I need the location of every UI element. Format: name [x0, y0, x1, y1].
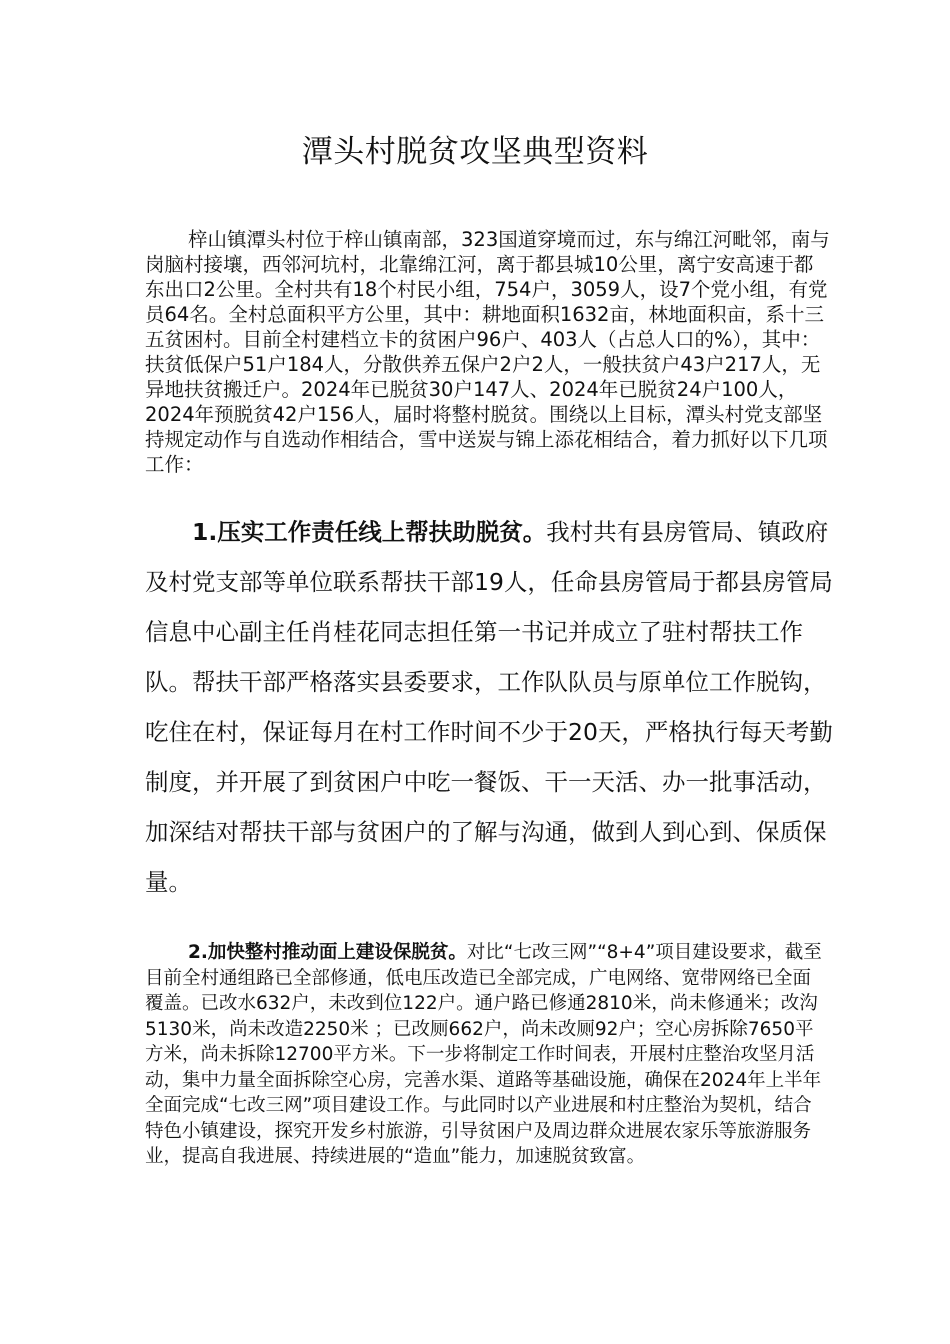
section-2-paragraph	[145, 940, 823, 1170]
section-2-heading: 2.加快整村推动面上建设保脱贫。	[188, 942, 467, 963]
section-2-body: 对比“七改三网”“8+4”项目建设要求，截至目前全村通组路已全部修通，低电压改造已全部完成，广电网络、宽带网络已全面覆盖。已改水632户，未改到位122户。通户路已修通2810米，尚未修通米；改沟5130米，尚未改造2250米 ；已改厕662户，尚未改厕92户；空心房拆除7650平方米，尚未拆除12700平方米。下一步将制定工作时间表，开展村庄整治攻坚月活动，集中力量全面拆除空心房，完善水渠、道路等基础设施，确保在2024年上半年全面完成“七改三网”项目建设工作。与此同时以产业进展和村庄整治为契机，结合特色小镇建设，探究开发乡村旅游，引导贫困户及周边群众进展农家乐等旅游服务业，提高自我进展、持续进展的“造血”能力，加速脱贫致富。	[145, 942, 822, 1167]
section-1-heading: 1.压实工作责任线上帮扶助脱贫。	[192, 518, 547, 546]
section-1-paragraph	[145, 507, 835, 907]
document-title: 潭头村脱贫攻坚典型资料	[301, 134, 649, 170]
intro-paragraph: 梓山镇潭头村位于梓山镇南部，323国道穿境而过，东与绵江河毗邻，南与岗脑村接壤，西邻河坑村，北靠绵江河，离于都县城10公里，离宁安高速于都东出口2公里。全村共有18个村民小组，754户，3059人，设7个党小组，有党员64名。全村总面积平方公里，其中：耕地面积1632亩，林地面积亩，系十三五贫困村。目前全村建档立卡的贫困户96户、403人（占总人口的%），其中：扶贫低保户51户184人，分散供养五保户2户2人，一般扶贫户43户217人，无异地扶贫搬迁户。2024年已脱贫30户147人、2024年已脱贫24户100人，2024年预脱贫42户156人，届时将整村脱贫。围绕以上目标，潭头村党支部坚持规定动作与自选动作相结合，雪中送炭与锦上添花相结合，着力抓好以下几项工作：	[145, 228, 830, 476]
section-1-body: 我村共有县房管局、镇政府及村党支部等单位联系帮扶干部19人，任命县房管局于都县房管局信息中心副主任肖桂花同志担任第一书记并成立了驻村帮扶工作队。帮扶干部严格落实县委要求，工作队队员与原单位工作脱钩，吃住在村，保证每月在村工作时间不少于20天，严格执行每天考勤制度，并开展了到贫困户中吃一餐饭、干一天活、办一批事活动，加深结对帮扶干部与贫困户的了解与沟通，做到人到心到、保质保量。	[145, 518, 833, 896]
